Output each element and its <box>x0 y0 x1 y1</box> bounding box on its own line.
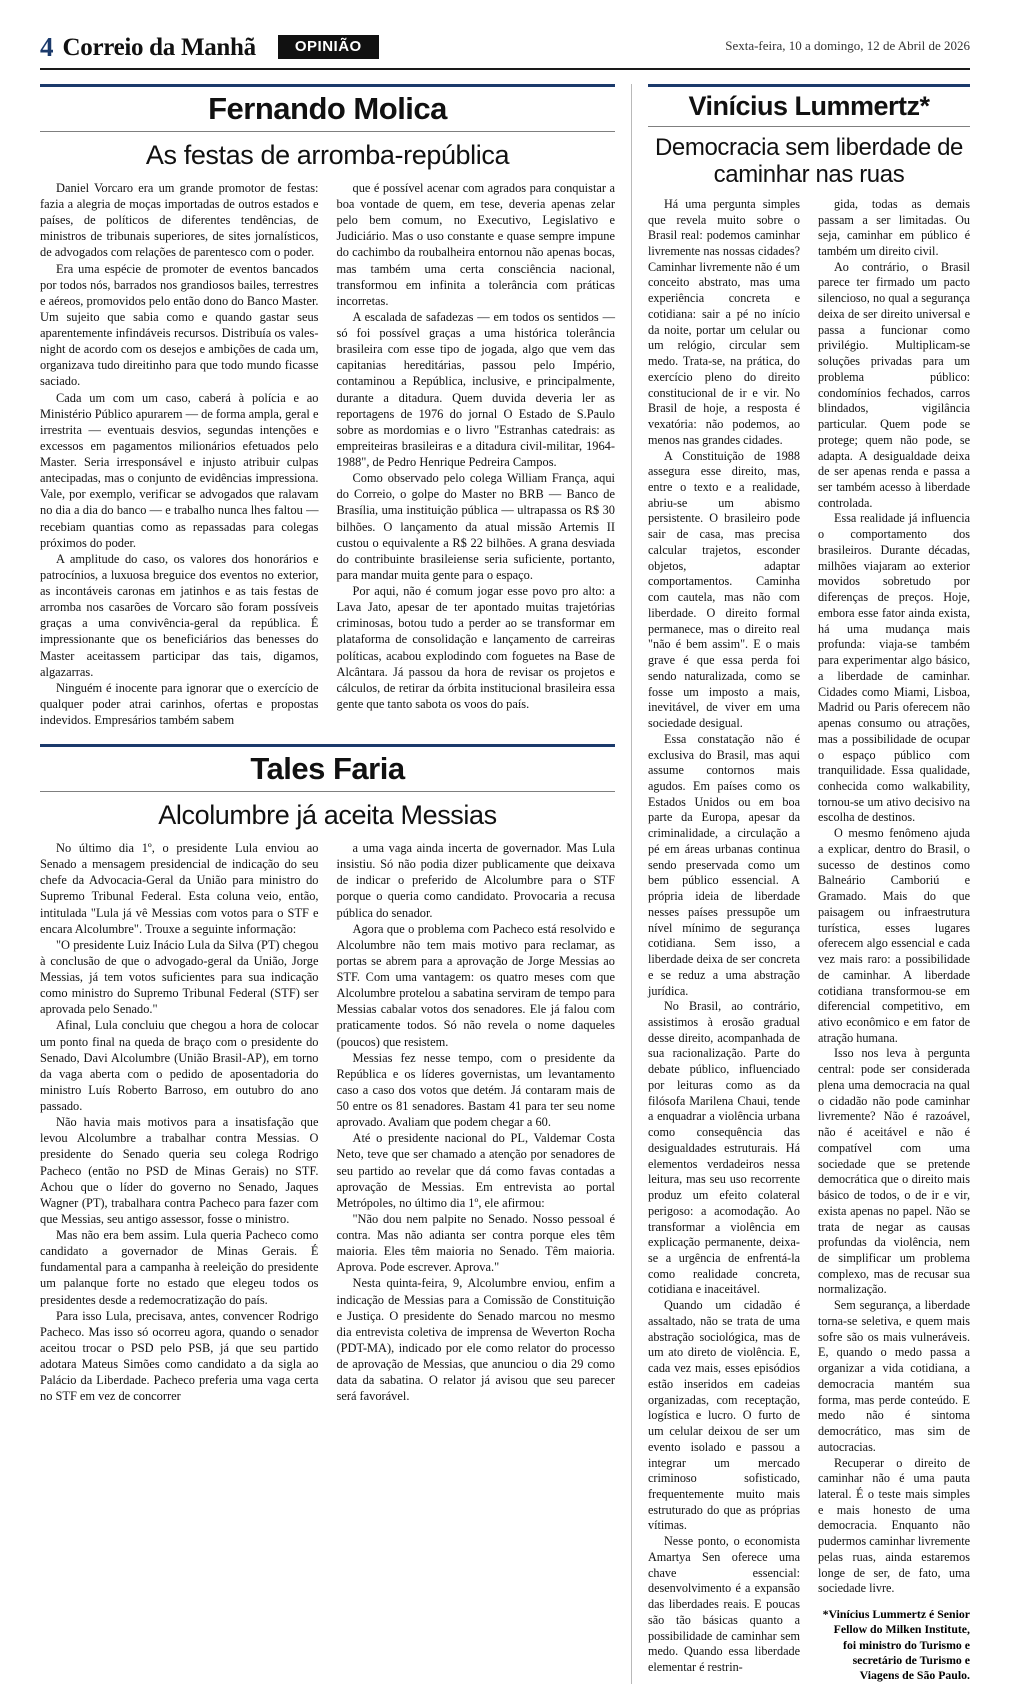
paragraph: Quando um cidadão é assaltado, não se trata de uma abstração sociológica, mas de um ato direto de violência. E, cada vez mais, esses episódios estão inseridos em cadeias organizadas, com receptação, logística e lucro. O furto de um celular deixou de ser um evento isolado e passou a integrar um mercado criminoso sofisticado, frequentemente muito mais estruturado do que as próprias vítimas. <box>648 1298 800 1533</box>
rule-top <box>40 744 615 747</box>
rule-bottom <box>40 791 615 792</box>
paragraph: que é possível acenar com agrados para conquistar a boa vontade de quem, em tese, deveria apenas zelar pelo bem comum, no Executivo, Legislativo e Judiciário. Mas o uso constante e quase sempre impune do cachimbo da roubalheira entornou não apenas bocas, mas também uma certa consciência nacional, transformou em infinita a tolerância com práticas incorretas. <box>336 180 615 308</box>
body-column-1 <box>40 840 319 1404</box>
article-body <box>40 840 615 1404</box>
body-column-2 <box>818 197 970 1684</box>
paragraph: Há uma pergunta simples que revela muito sobre o Brasil real: podemos caminhar livremente nas nossas cidades? Caminhar livremente não é um conceito abstrato, mas uma experiência concreta e cotidiana: sair a pé no início da noite, portar um celular ou um relógio, circular sem medo. Trata-se, na prática, do exercício pleno do direito constitucional de ir e vir. No Brasil de hoje, a resposta é vexatória: não podemos, ao menos nas grandes cidades. <box>648 196 800 447</box>
paragraph: A Constituição de 1988 assegura esse direito, mas, entre o texto e a realidade, abriu-se um abismo persistente. O brasileiro pode sair de casa, mas precisa calcular trajetos, esconder objetos, adaptar comportamentos. Caminha com cautela, mas não com liberdade. O direito formal permanece, mas o direito real "não é bem assim". E o mais grave é que essa perda foi sendo naturalizada, como se fosse um imposto a mais, inevitável, de viver em uma sociedade desigual. <box>648 448 800 731</box>
paragraph: O mesmo fenômeno ajuda a explicar, dentro do Brasil, o sucesso de destinos como Balneário Camboriú e Gramado. Mais do que paisagem ou infraestrutura turística, esses lugares oferecem algo essencial e cada vez mais raro: a possibilidade de caminhar. A liberdade cotidiana transformou-se em diferencial competitivo, em ativo econômico e em fator de atração humana. <box>818 826 970 1045</box>
paragraph: "Não dou nem palpite no Senado. Nosso pessoal é contra. Mas não adianta ser contra porque eles têm maioria. Eles têm maioria no Senado. Têm maioria. Aprova. Pode escrever. Aprova." <box>336 1211 615 1275</box>
author-name: Vinícius Lummertz* <box>688 91 930 121</box>
paragraph: Afinal, Lula concluiu que chegou a hora de colocar um ponto final na queda de braço com o presidente do Senado, Davi Alcolumbre (União Brasil-AP), em torno da vaga aberta com o pedido de aposentadoria do ministro Luís Roberto Barroso, em outubro do ano passado. <box>40 1018 319 1113</box>
author-credit-note: *Vinícius Lummertz é Senior Fellow do Milken Institute, foi ministro do Turismo e secretário de Turismo e Viagens de São Paulo. <box>822 1607 970 1683</box>
paragraph: Como observado pelo colega William França, aqui do Correio, o golpe do Master no BRB — Banco de Brasília, uma instituição pública — ultrapassa os R$ 30 bilhões. O lançamento da atual missão Artemis II custou o equivalente a R$ 22 bilhões. A grana desviada do contribuinte brasileiense seria suficiente, portanto, para mandar muita gente para o espaço. <box>336 471 615 582</box>
paragraph: No Brasil, ao contrário, assistimos à erosão gradual desse direito, acompanhada de sua racionalização. Parte do debate público, influenciado por leituras como as da filósofa Marilena Chaui, tende a enquadrar a violência urbana como consequência das desigualdades estruturais. Há elementos verdadeiros nessa leitura, mas seu uso recorrente produz um efeito colateral perigoso: a acomodação. Ao transformar a violência em explicação permanente, deixa-se a urgência de enfrentá-la como realidade concreta, cotidiana e inaceitável. <box>648 999 800 1297</box>
paragraph: a uma vaga ainda incerta de governador. Mas Lula insistiu. Só não podia dizer publicamente que deixava de indicar o preferido de Alcolumbre para o STF porque o queria como candidato. Provocaria a recusa pública do senador. <box>336 841 615 920</box>
paragraph: Não havia mais motivos para a insatisfação que levou Alcolumbre a trabalhar contra Messias. O presidente do Senado queria seu colega Rodrigo Pacheco (então no PSD de Minas Gerais) no STF. Achou que o líder do governo no Senado, Jaques Wagner (PT), trabalhara contra Pacheco para fazer com que Messias, seu antigo assessor, fosse o ministro. <box>40 1115 319 1226</box>
rule-top <box>40 84 615 87</box>
article-body <box>648 197 970 1684</box>
paragraph: gida, todas as demais passam a ser limitadas. Ou seja, caminhar em público é também um direito civil. <box>818 196 970 258</box>
article-separator <box>40 728 615 744</box>
paragraph: Messias fez nesse tempo, com o presidente da República e os líderes governistas, um levantamento caso a caso dos votos que detém. Já contaram mais de 50 entre os 81 senadores. Bastam 41 para ter seu nome aprovado. Avaliam que podem chegar a 60. <box>336 1050 615 1130</box>
paragraph: Por aqui, não é comum jogar esse povo pro alto: a Lava Jato, apesar de ter apontado muitas trajetórias criminosas, botou tudo a perder ao se transformar em plataforma de consolidação e lançamento de carreiras políticas, acabou explodindo com foguetes na Base de Alcântara. Já passou da hora de revisar os projetos e cálculos, de retirar da órbita institucional brasileira essa gente que tanto sabota os voos do país. <box>336 584 615 711</box>
paragraph: Ninguém é inocente para ignorar que o exercício de qualquer poder atrai carinhos, ofertas e propostas indevidos. Empresários também sabem <box>40 680 319 727</box>
body-column-2 <box>337 840 616 1404</box>
article-tales <box>40 744 615 1404</box>
paragraph: Nesta quinta-feira, 9, Alcolumbre enviou, enfim a indicação de Messias para a Comissão de Constituição e Justiça. O presidente do Senado marcou no mesmo dia entrevista coletiva de imprensa de Weverton Rocha (PDT-MA), indicado por ele como relator do processo de aprovação de Messias, que anunciou o dia 29 como data da sabatina. O relator já avisou que seu parecer será favorável. <box>336 1276 615 1404</box>
author-name: Fernando Molica <box>208 91 447 126</box>
paragraph: Nesse ponto, o economista Amartya Sen oferece uma chave essencial: desenvolvimento é a expansão das liberdades reais. E poucas são tão básicas quanto a possibilidade de caminhar sem medo. Quando essa liberdade elementar é restrin- <box>648 1534 800 1675</box>
paragraph: Ao contrário, o Brasil parece ter firmado um pacto silencioso, no qual a segurança deixa de ser direito universal e passa a funcionar como privilégio. Multiplicam-se soluções privadas para um problema público: condomínios fechados, carros blindados, vigilância particular. Quem pode se protege; quem não pode, se adapta. A desigualdade deixa de ser apenas renda e passa a ser também acesso à liberdade controlada. <box>818 259 970 510</box>
rule-bottom <box>40 131 615 132</box>
article-headline: Alcolumbre já aceita Messias <box>158 799 497 830</box>
body-column-1 <box>40 180 319 728</box>
rule-bottom <box>648 126 970 127</box>
page-number: 4 <box>40 31 54 62</box>
paragraph: Para isso Lula, precisava, antes, convencer Rodrigo Pacheco. Mas isso só ocorreu agora, quando o senador aceitou trocar o PSD pelo PSB, já que seu partido adotara Mateus Simões como candidato a da sigla ao Palácio da Liberdade. Pacheco preferia uma vaga certa no STF em vez de concorrer <box>40 1308 319 1404</box>
paragraph: Cada um com um caso, caberá à polícia e ao Ministério Público apurarem — de forma ampla, geral e irrestrita — eventuais desvios, segundas intenções e excessos em pagamentos milionários efetuados pelo Master. Seria irresponsável e injusto atribuir culpas antecipadas, mas o conjunto de evidências impressiona. Vale, por exemplo, verificar se advogados que ralavam no dia a dia do banco — e trabalho nunca lhes faltou — recebiam quantias como as repassadas para colegas próximos do poder. <box>40 390 319 550</box>
paragraph: Essa realidade já influencia o comportamento dos brasileiros. Durante décadas, milhões viajaram ao exterior movidos sobretudo por diferenças de preços. Hoje, embora esse fator ainda exista, há uma mudança mais profunda: viaja-se também para experimentar algo básico, a liberdade de caminhar. Cidades como Miami, Lisboa, Madrid ou Paris oferecem não apenas consumo ou atrações, mas a possibilidade de ocupar o espaço público com tranquilidade. Essa qualidade, conhecida como walkability, tornou-se um ativo decisivo na escolha de destinos. <box>818 511 970 825</box>
paragraph: Era uma espécie de promoter de eventos bancados por todos nós, barrados nos grandiosos bailes, terrestres e aéreos, promovidos pelo então dono do Banco Master. Um sujeito que sabia como e quando gastar seus aparentemente infindáveis recursos. Distribuía os vales-night de acordo com os desejos e ambições de cada um, organizava tudo direitinho para que todo mundo ficasse saciado. <box>40 261 319 389</box>
section-badge: OPINIÃO <box>278 35 379 59</box>
paragraph: Recuperar o direito de caminhar não é uma pauta lateral. É o teste mais simples e mais honesto de uma democracia. Enquanto não pudermos caminhar livremente pelas ruas, ainda estaremos longe de ser, de fato, uma sociedade livre. <box>818 1455 970 1596</box>
paragraph: Isso nos leva à pergunta central: pode ser considerada plena uma democracia na qual o cidadão não pode caminhar livremente? Não é razoável, não é aceitável e não é compatível com uma sociedade que se pretende democrática que o direito mais básico de todos, o de ir e vir, exista apenas no papel. Não se trata de negar as causas profundas da violência, nem de simplificar um problema complexo, mas de recusar sua normalização. <box>818 1046 970 1297</box>
page-content <box>40 84 970 1684</box>
paragraph: Até o presidente nacional do PL, Valdemar Costa Neto, teve que ser chamado a atenção por senadores de seu partido ao revelar que dá como favas contadas a aprovação de Messias. Em entrevista ao portal Metrópoles, no último dia 1º, ele afirmou: <box>336 1131 615 1210</box>
body-column-2 <box>337 180 616 728</box>
rule-top <box>648 84 970 87</box>
date-line: Sexta-feira, 10 a domingo, 12 de Abril de 2026 <box>725 38 970 53</box>
article-molica <box>40 84 615 728</box>
paragraph: No último dia 1º, o presidente Lula enviou ao Senado a mensagem presidencial de indicação do seu chefe da Advocacia-Geral da União para ministro do Supremo Tribunal Federal. Esta coluna veio, então, intitulada "Lula já vê Messias com votos para o STF e encara Alcolumbre". Trouxe a seguinte informação: <box>40 841 319 936</box>
paragraph: Agora que o problema com Pacheco está resolvido e Alcolumbre não tem mais motivo para reclamar, as portas se abrem para a aprovação de Jorge Messias ao STF. Com uma vantagem: os quatro meses com que Alcolumbre protelou a sabatina serviram de tempo para Messias cabalar votos dos senadores. Ele já falou com praticamente todos. Só não revela o nome daqueles (poucos) que resistem. <box>336 921 615 1049</box>
paragraph: Daniel Vorcaro era um grande promotor de festas: fazia a alegria de moças importadas de outros estados e países, de políticos de diferentes tendências, de ministros de tribunais superiores, de sites jornalísticos, de advogados com relações de parentesco com o poder. <box>40 180 319 260</box>
article-headline: As festas de arromba-república <box>145 139 510 170</box>
paragraph: A escalada de safadezas — em todos os sentidos — só foi possível graças a uma histórica tolerância brasileira com esse tipo de jogada, algo que vem das capitanias hereditárias, passou pelo Império, contaminou a República, inclusive, e principalmente, durante a ditadura. Quem duvida deveria ler as reportagens de 1976 do jornal O Estado de S.Paulo sobre as mordomias e o livro "Estranhas catedrais: as empreiteiras brasileiras e a ditadura civil-militar, 1964-1988", de Pedro Henrique Pedreira Campos. <box>336 309 615 469</box>
paper-title: Correio da Manhã <box>62 33 256 61</box>
left-column <box>40 84 632 1684</box>
paragraph: Essa constatação não é exclusiva do Brasil, mas aqui assume contornos mais agudos. Em países como os Estados Unidos ou em boa parte da Europa, apesar da criminalidade, a circulação a pé em áreas urbanas continua sendo preservada como um bem público essencial. A própria ideia de liberdade nesses países pressupõe um nível mínimo de segurança cotidiana. Sem isso, a liberdade deixa de ser concreta e se reduz a uma abstração jurídica. <box>648 731 800 998</box>
paragraph: Sem segurança, a liberdade torna-se seletiva, e quem mais sofre são os mais vulneráveis. E, quando o medo passa a organizar a vida cotidiana, a democracia mantém sua forma, mas perde conteúdo. E medo não é sintoma democrático, mas sim de autocracias. <box>818 1298 970 1454</box>
article-lummertz <box>648 84 970 1684</box>
article-headline: Democracia sem liberdade de caminhar nas ruas <box>654 134 964 188</box>
paragraph: A amplitude do caso, os valores dos honorários e patrocínios, a luxuosa breguice dos eventos no exterior, as incontáveis caronas em jatinhos e as tais festas de arromba nos casarões de Vorcaro são foram possíveis graças a uma convivência-geral da república. É impressionante que os beneficiários das benesses do Master aceitassem participar das tais, digamos, algazarras. <box>40 551 319 679</box>
paragraph: Mas não era bem assim. Lula queria Pacheco como candidato a governador de Minas Gerais. É fundamental para a campanha à reeleição do presidente um palanque forte no estado que elegeu todos os presidentes desde a redemocratização do país. <box>40 1228 319 1307</box>
paragraph: "O presidente Luiz Inácio Lula da Silva (PT) chegou à conclusão de que o advogado-geral da União, Jorge Messias, já tem votos suficientes para sua indicação como ministro do Supremo Tribunal Federal (STF) ser aprovada pelo Senado." <box>40 937 319 1017</box>
author-name: Tales Faria <box>250 751 405 787</box>
body-column-1 <box>648 197 800 1684</box>
article-body <box>40 180 615 728</box>
masthead <box>40 30 970 70</box>
right-column <box>632 84 970 1684</box>
